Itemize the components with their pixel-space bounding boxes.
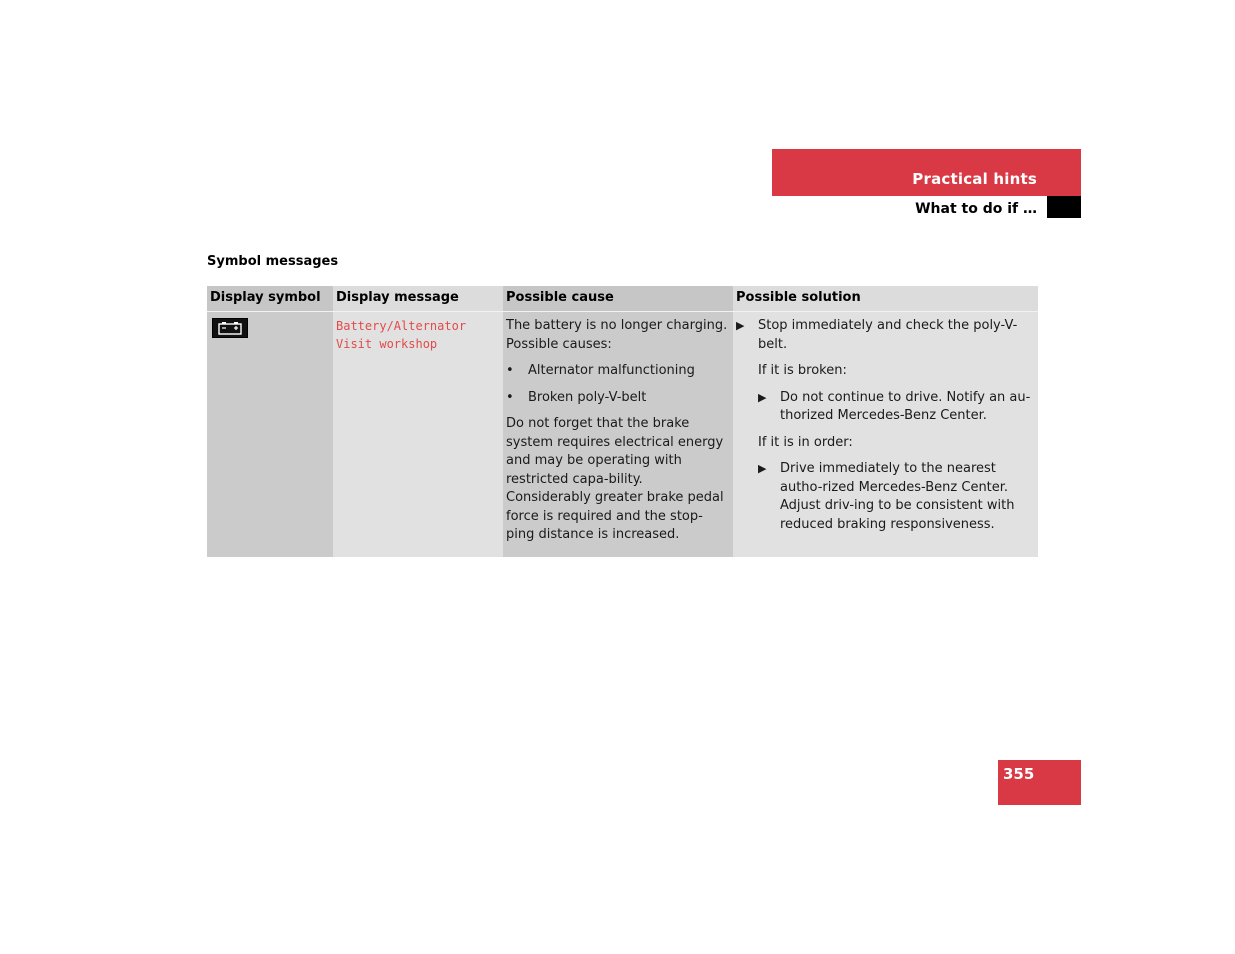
list-item (506, 362, 730, 381)
symbol-messages-table (207, 286, 1038, 557)
solution-condition: If it is broken: (758, 363, 847, 378)
triangle-arrow-icon: ▶ (758, 462, 767, 475)
column-header-display-message: Display message (333, 286, 503, 312)
section-heading: Symbol messages (207, 254, 339, 269)
cause-bullet-text: Broken poly-V-belt (528, 389, 647, 405)
list-item (506, 389, 730, 408)
column-header-display-symbol: Display symbol (207, 286, 333, 312)
solution-step (758, 389, 1035, 426)
cause-bullet-text: Alternator malfunctioning (528, 363, 695, 378)
chapter-tab-marker (1047, 196, 1081, 218)
table-header-row (207, 286, 1038, 312)
display-message-line: Visit workshop (336, 337, 438, 351)
subsection-title: What to do if … (915, 201, 1037, 217)
display-message (336, 317, 500, 353)
cause-note: Do not forget that the brake system requires electrical energy and may be operating with restricted capa-bility. Considerably greater brake pedal force is required and the stop-ping distance is increased. (506, 416, 724, 542)
column-header-possible-cause: Possible cause (503, 286, 733, 312)
triangle-arrow-icon: ▶ (758, 390, 767, 404)
table-row (207, 312, 1038, 557)
possible-solution-cell (733, 312, 1038, 557)
column-header-possible-solution: Possible solution (733, 286, 1038, 312)
display-message-line: Battery/Alternator (336, 319, 467, 333)
triangle-arrow-icon: ▶ (736, 319, 745, 332)
section-title: Practical hints (912, 170, 1037, 188)
bullet-icon: • (506, 363, 514, 378)
cause-intro: The battery is no longer charging. Possible causes: (506, 318, 728, 352)
solution-step (758, 460, 1035, 534)
possible-cause-cell (503, 312, 733, 557)
solution-step-text: Do not continue to drive. Notify an au-thorized Mercedes-Benz Center. (780, 389, 1031, 423)
solution-condition: If it is in order: (758, 434, 853, 450)
solution-step-text: Drive immediately to the nearest autho-rized Mercedes-Benz Center. Adjust driv-ing to be consistent with reduced braking responsiveness. (780, 461, 1015, 532)
battery-icon (212, 318, 248, 338)
display-message-cell (333, 312, 503, 557)
page-number: 355 (1003, 765, 1035, 783)
display-symbol-cell (207, 312, 333, 557)
bullet-icon: • (506, 389, 514, 405)
solution-step-text: Stop immediately and check the poly-V-belt. (758, 318, 1018, 352)
solution-step (736, 317, 1035, 354)
